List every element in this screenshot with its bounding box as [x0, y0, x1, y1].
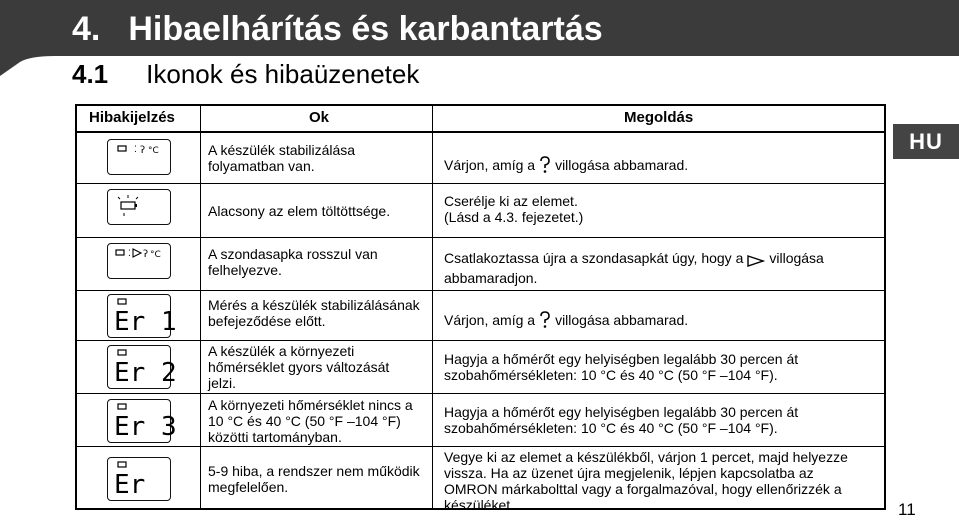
solution-line: Cserélje ki az elemet. [444, 193, 578, 209]
cause-cell [208, 343, 389, 391]
error-code-text: Er 1 [114, 307, 177, 337]
error-code-text: Er 2 [114, 358, 177, 388]
error-display-icon [107, 294, 177, 338]
table-row [77, 394, 884, 447]
solution-text: Várjon, amíg a [444, 312, 536, 328]
header-display: Hibakijelzés [89, 109, 175, 126]
svg-text:⁚: ⁚ [128, 249, 131, 259]
cause-line: megfelelően. [208, 479, 289, 495]
cause-line: A szondasapka rosszul van [208, 246, 378, 262]
svg-text:⁚: ⁚ [134, 145, 137, 155]
table-row [77, 341, 884, 394]
cause-line: A környezeti hőmérséklet nincs a [208, 397, 413, 413]
error-display-icon [107, 345, 177, 389]
cause-line: Alacsony az elem töltöttsége. [208, 203, 391, 219]
cause-line: hőmérséklet gyors változását [208, 359, 390, 375]
solution-line: Hagyja a hőmérőt egy helyiségben legalább 30 percen át [444, 351, 799, 367]
cause-line: jelzi. [208, 375, 237, 391]
cause-cell [208, 203, 390, 219]
cause-line: felhelyezve. [208, 262, 282, 278]
solution-text: abbamaradjon. [444, 270, 538, 286]
svg-text:°C: °C [150, 250, 161, 260]
cause-line: A készülék a környezeti [208, 343, 355, 359]
chapter-title [72, 10, 603, 49]
cause-line: közötti tartományban. [208, 429, 342, 445]
svg-text:°C: °C [148, 146, 159, 156]
probe-arrow-icon [747, 254, 765, 270]
solution-text: Csatlakoztassa újra a szondasapkát úgy, hogy a [444, 250, 744, 266]
low-battery-display-icon [107, 189, 171, 225]
error-display-icon [107, 457, 171, 501]
error-code-text: Er 3 [114, 412, 177, 442]
solution-text: villogása abbamarad. [555, 157, 689, 173]
solution-line: készüléket. [444, 497, 515, 513]
cause-cell [208, 397, 413, 445]
cause-line: folyamatban van. [208, 158, 315, 174]
cause-line: A készülék stabilizálása [208, 142, 356, 158]
cause-cell [208, 297, 420, 329]
header-cause: Ok [309, 109, 330, 126]
cause-line: befejeződése előtt. [208, 313, 326, 329]
table-row [77, 291, 884, 341]
solution-text: villogása [769, 250, 824, 266]
solution-line: vissza. Ha az üzenet újra megjelenik, lépjen kapcsolatba az [444, 465, 814, 481]
section-title-text: Ikonok és hibaüzenetek [146, 59, 420, 89]
error-display-icon [107, 399, 177, 443]
solution-text: Várjon, amíg a [444, 157, 536, 173]
section-number: 4.1 [72, 59, 109, 89]
table-row [77, 447, 884, 513]
section-title [72, 59, 419, 90]
svg-text:ʔ: ʔ [143, 249, 149, 260]
solution-line: (Lásd a 4.3. fejezetet.) [444, 209, 584, 225]
svg-text:ʔ: ʔ [140, 145, 146, 156]
error-table [75, 104, 886, 513]
chapter-title-text: Hibaelhárítás és karbantartás [128, 10, 603, 48]
page-number: 11 [898, 500, 916, 519]
header-solution: Megoldás [624, 109, 694, 126]
solution-cell [444, 311, 688, 332]
solution-line: szobahőmérsékleten: 10 °C és 40 °C (50 °F –104 °F). [444, 420, 778, 436]
solution-line: OMRON márkabolttal vagy a forgalmazóval, hogy ellenőrizzék a [444, 481, 842, 497]
chapter-number: 4. [72, 10, 101, 48]
solution-line: szobahőmérsékleten: 10 °C és 40 °C (50 °F –104 °F). [444, 367, 778, 383]
solution-line: Vegye ki az elemet a készülékből, várjon 1 percet, majd helyezze [444, 449, 848, 465]
stabilizing-display-icon [107, 139, 171, 175]
error-code-text: Er [114, 470, 146, 500]
table-row [77, 238, 884, 291]
probe-cover-display-icon [107, 243, 171, 279]
solution-text: villogása abbamarad. [555, 312, 689, 328]
question-mark-icon [539, 311, 551, 332]
cause-cell [208, 246, 378, 278]
solution-cell [444, 156, 688, 177]
solution-cell [444, 250, 880, 286]
cause-line: Mérés a készülék stabilizálásának [208, 297, 420, 313]
table-row [77, 133, 884, 184]
solution-cell [444, 404, 798, 436]
question-mark-icon [539, 156, 551, 177]
solution-cell [444, 351, 798, 383]
language-tab: HU [893, 124, 959, 159]
cause-cell [208, 142, 355, 174]
solution-cell [444, 193, 583, 225]
cause-cell [208, 463, 420, 495]
table-header [77, 106, 884, 133]
cause-line: 10 °C és 40 °C (50 °F –104 °F) [208, 413, 401, 429]
cause-line: 5-9 hiba, a rendszer nem működik [208, 463, 420, 479]
table-row [77, 184, 884, 238]
solution-cell [444, 449, 848, 513]
solution-line: Hagyja a hőmérőt egy helyiségben legalább 30 percen át [444, 404, 799, 420]
